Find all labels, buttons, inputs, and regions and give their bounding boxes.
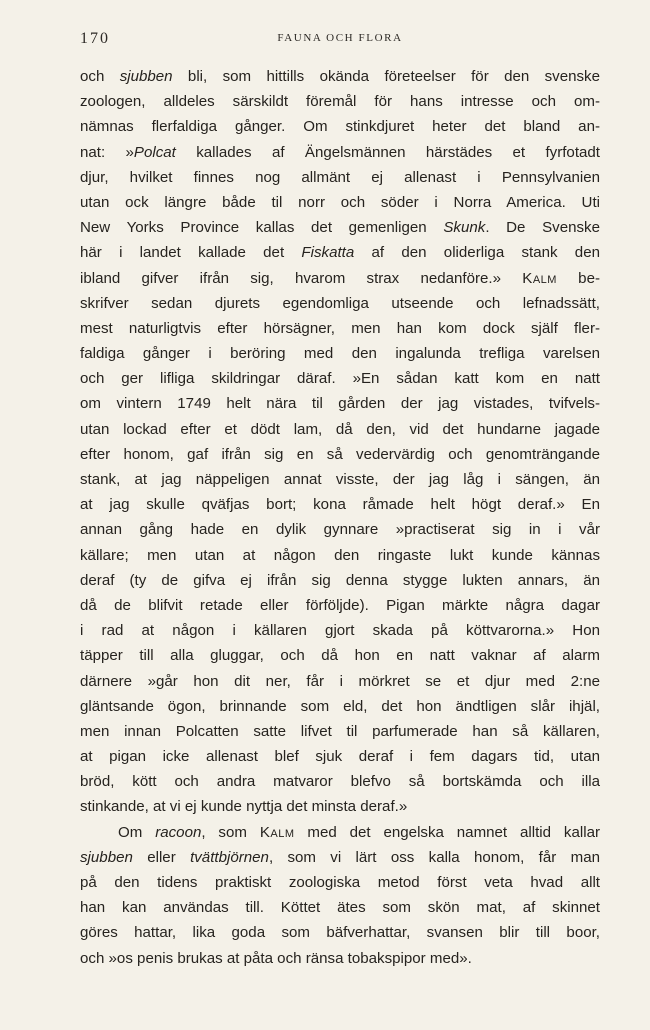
text-line	[80, 89, 600, 114]
text-run: han kan användas till. Köttet ätes som skön mat, af skinnet	[80, 899, 600, 917]
text-run: och ger lifliga skildringar däraf. »En sådan katt kom en natt	[80, 370, 600, 388]
text-run: göres hattar, lika goda som bäfverhattar, svansen blir till boor,	[80, 924, 600, 942]
text-line	[80, 291, 600, 316]
text-run: . De Svenske	[485, 219, 600, 237]
italic-term: sjubben	[119, 68, 173, 85]
text-line	[80, 744, 600, 769]
text-line	[80, 643, 600, 668]
text-line	[80, 215, 600, 240]
text-line	[80, 64, 600, 89]
italic-term: racoon	[155, 823, 202, 841]
italic-term: Fiskatta	[301, 244, 355, 262]
text-line	[80, 190, 600, 215]
text-run: New Yorks Province kallas det gemenligen	[80, 219, 444, 237]
running-head: FAUNA OCH FLORA	[277, 32, 403, 44]
text-line	[80, 895, 600, 920]
text-run: i rad at någon i källaren gjort skada på köttvarorna.» Hon	[80, 622, 600, 640]
text-run: gläntsande ögon, brinnande som eld, det hon ändtligen slår ihjäl,	[80, 697, 600, 715]
italic-term: Polcat	[133, 143, 176, 161]
text-run: och »os penis brukas at påta och ränsa tobakspipor med».	[80, 949, 472, 967]
text-line	[80, 593, 600, 618]
text-line	[80, 266, 600, 291]
text-line	[80, 946, 600, 971]
small-caps-name: Kalm	[259, 823, 295, 841]
text-line	[80, 719, 600, 744]
text-run: deraf (ty de gifva ej ifrån sig denna stygge lukten annars, än	[80, 571, 600, 589]
text-run: bröd, kött och andra matvaror blefvo så bortskämda och illa	[80, 773, 600, 791]
text-line	[80, 140, 600, 165]
italic-term: tvättbjörnen	[190, 848, 269, 866]
body-text	[80, 64, 600, 971]
text-run: eller	[132, 848, 191, 866]
text-line	[80, 316, 600, 341]
text-run: nat: »	[80, 143, 134, 161]
text-run: at pigan icke allenast blef sjuk deraf i fem dagars tid, utan	[80, 748, 600, 766]
text-run: kallades af Ängelsmännen härstädes et fyrfotadt	[175, 143, 601, 161]
text-line	[80, 517, 600, 542]
text-run: bli, som hittills okända företeelser för den svenske	[172, 68, 600, 85]
text-line	[80, 769, 600, 794]
text-run: på den tidens praktiskt zoologiska metod först veta hvad allt	[80, 874, 600, 891]
text-run: djur, hvilket finnes nog allmänt ej allenast i Pennsylvanien	[80, 168, 600, 186]
text-run: skrifver sedan djurets egendomliga utseende och lefnadssätt,	[80, 294, 600, 312]
page-header	[80, 30, 600, 50]
text-line	[80, 543, 600, 568]
text-line	[80, 341, 600, 366]
italic-term: sjubben	[80, 848, 133, 866]
text-run: täpper till alla gluggar, och då hon en natt vaknar af alarm	[80, 647, 600, 665]
text-run: utan lockad efter et dödt lam, då den, vid det hundarne jagade	[80, 420, 600, 438]
text-run: utan ock längre både til norr och söder i Norra America. Uti	[80, 193, 600, 211]
text-line	[80, 165, 600, 190]
text-run: nämnas flerfaldiga gånger. Om stinkdjuret heter det bland an-	[80, 118, 600, 136]
text-line	[80, 442, 600, 467]
text-run: därnere »går hon dit ner, får i mörkret se et djur med 2:ne	[80, 672, 600, 690]
text-line	[80, 669, 600, 694]
text-run: och	[80, 68, 120, 85]
text-run: , som vi lärt oss kalla honom, får man	[268, 848, 600, 866]
text-line	[80, 694, 600, 719]
text-run: annan gång hade en dylik gynnare »practiserat sig in i vår	[80, 521, 600, 539]
italic-term: Skunk	[443, 219, 486, 237]
text-line	[80, 794, 600, 819]
text-run: be-	[556, 269, 600, 287]
text-run: faldiga gånger i beröring med den ingalunda trefliga varelsen	[80, 345, 600, 363]
page-number: 170	[80, 30, 110, 47]
text-run: stinkande, at vi ej kunde nyttja det minsta deraf.»	[80, 798, 408, 816]
text-line	[80, 618, 600, 643]
text-run: här i landet kallade det	[80, 244, 302, 262]
text-line	[80, 920, 600, 945]
text-run: stank, at jag näppeligen annat visste, der jag låg i sängen, än	[80, 471, 600, 488]
text-line	[80, 467, 600, 492]
text-line	[80, 820, 600, 845]
text-run: Om	[118, 823, 156, 841]
text-run: men innan Polcatten satte lifvet til parfumerade han så källaren,	[80, 722, 600, 740]
text-line	[80, 391, 600, 416]
text-run: källare; men utan at någon den ringaste lukt kunde kännas	[80, 546, 600, 564]
text-run: efter honom, gaf ifrån sig en så vedervärdig och genomträngande	[80, 445, 600, 463]
text-run: at jag skulle qväfjas bort; kona råmade helt högt deraf.» En	[80, 496, 600, 514]
text-line	[80, 240, 600, 265]
text-run: , som	[201, 823, 260, 841]
text-line	[80, 870, 600, 895]
text-line	[80, 417, 600, 442]
text-line	[80, 366, 600, 391]
text-run: af den oliderliga stank den	[354, 244, 600, 262]
text-run: zoologen, alldeles särskildt föremål för hans intresse och om-	[80, 93, 600, 111]
text-line	[80, 568, 600, 593]
text-line	[80, 114, 600, 139]
text-run: ibland gifver ifrån sig, hvarom strax nedanföre.»	[80, 269, 523, 287]
text-run: då de blifvit retade eller förföljde). Pigan märkte några dagar	[80, 596, 600, 614]
text-run: om vintern 1749 helt nära til gården der jag vistades, tvifvels-	[80, 395, 600, 413]
text-run: med det engelska namnet alltid kallar	[294, 823, 600, 841]
text-line	[80, 845, 600, 870]
text-run: mest naturligtvis efter hörsägner, men han kom dock själf fler-	[80, 319, 600, 337]
small-caps-name: Kalm	[522, 269, 557, 287]
text-line	[80, 492, 600, 517]
